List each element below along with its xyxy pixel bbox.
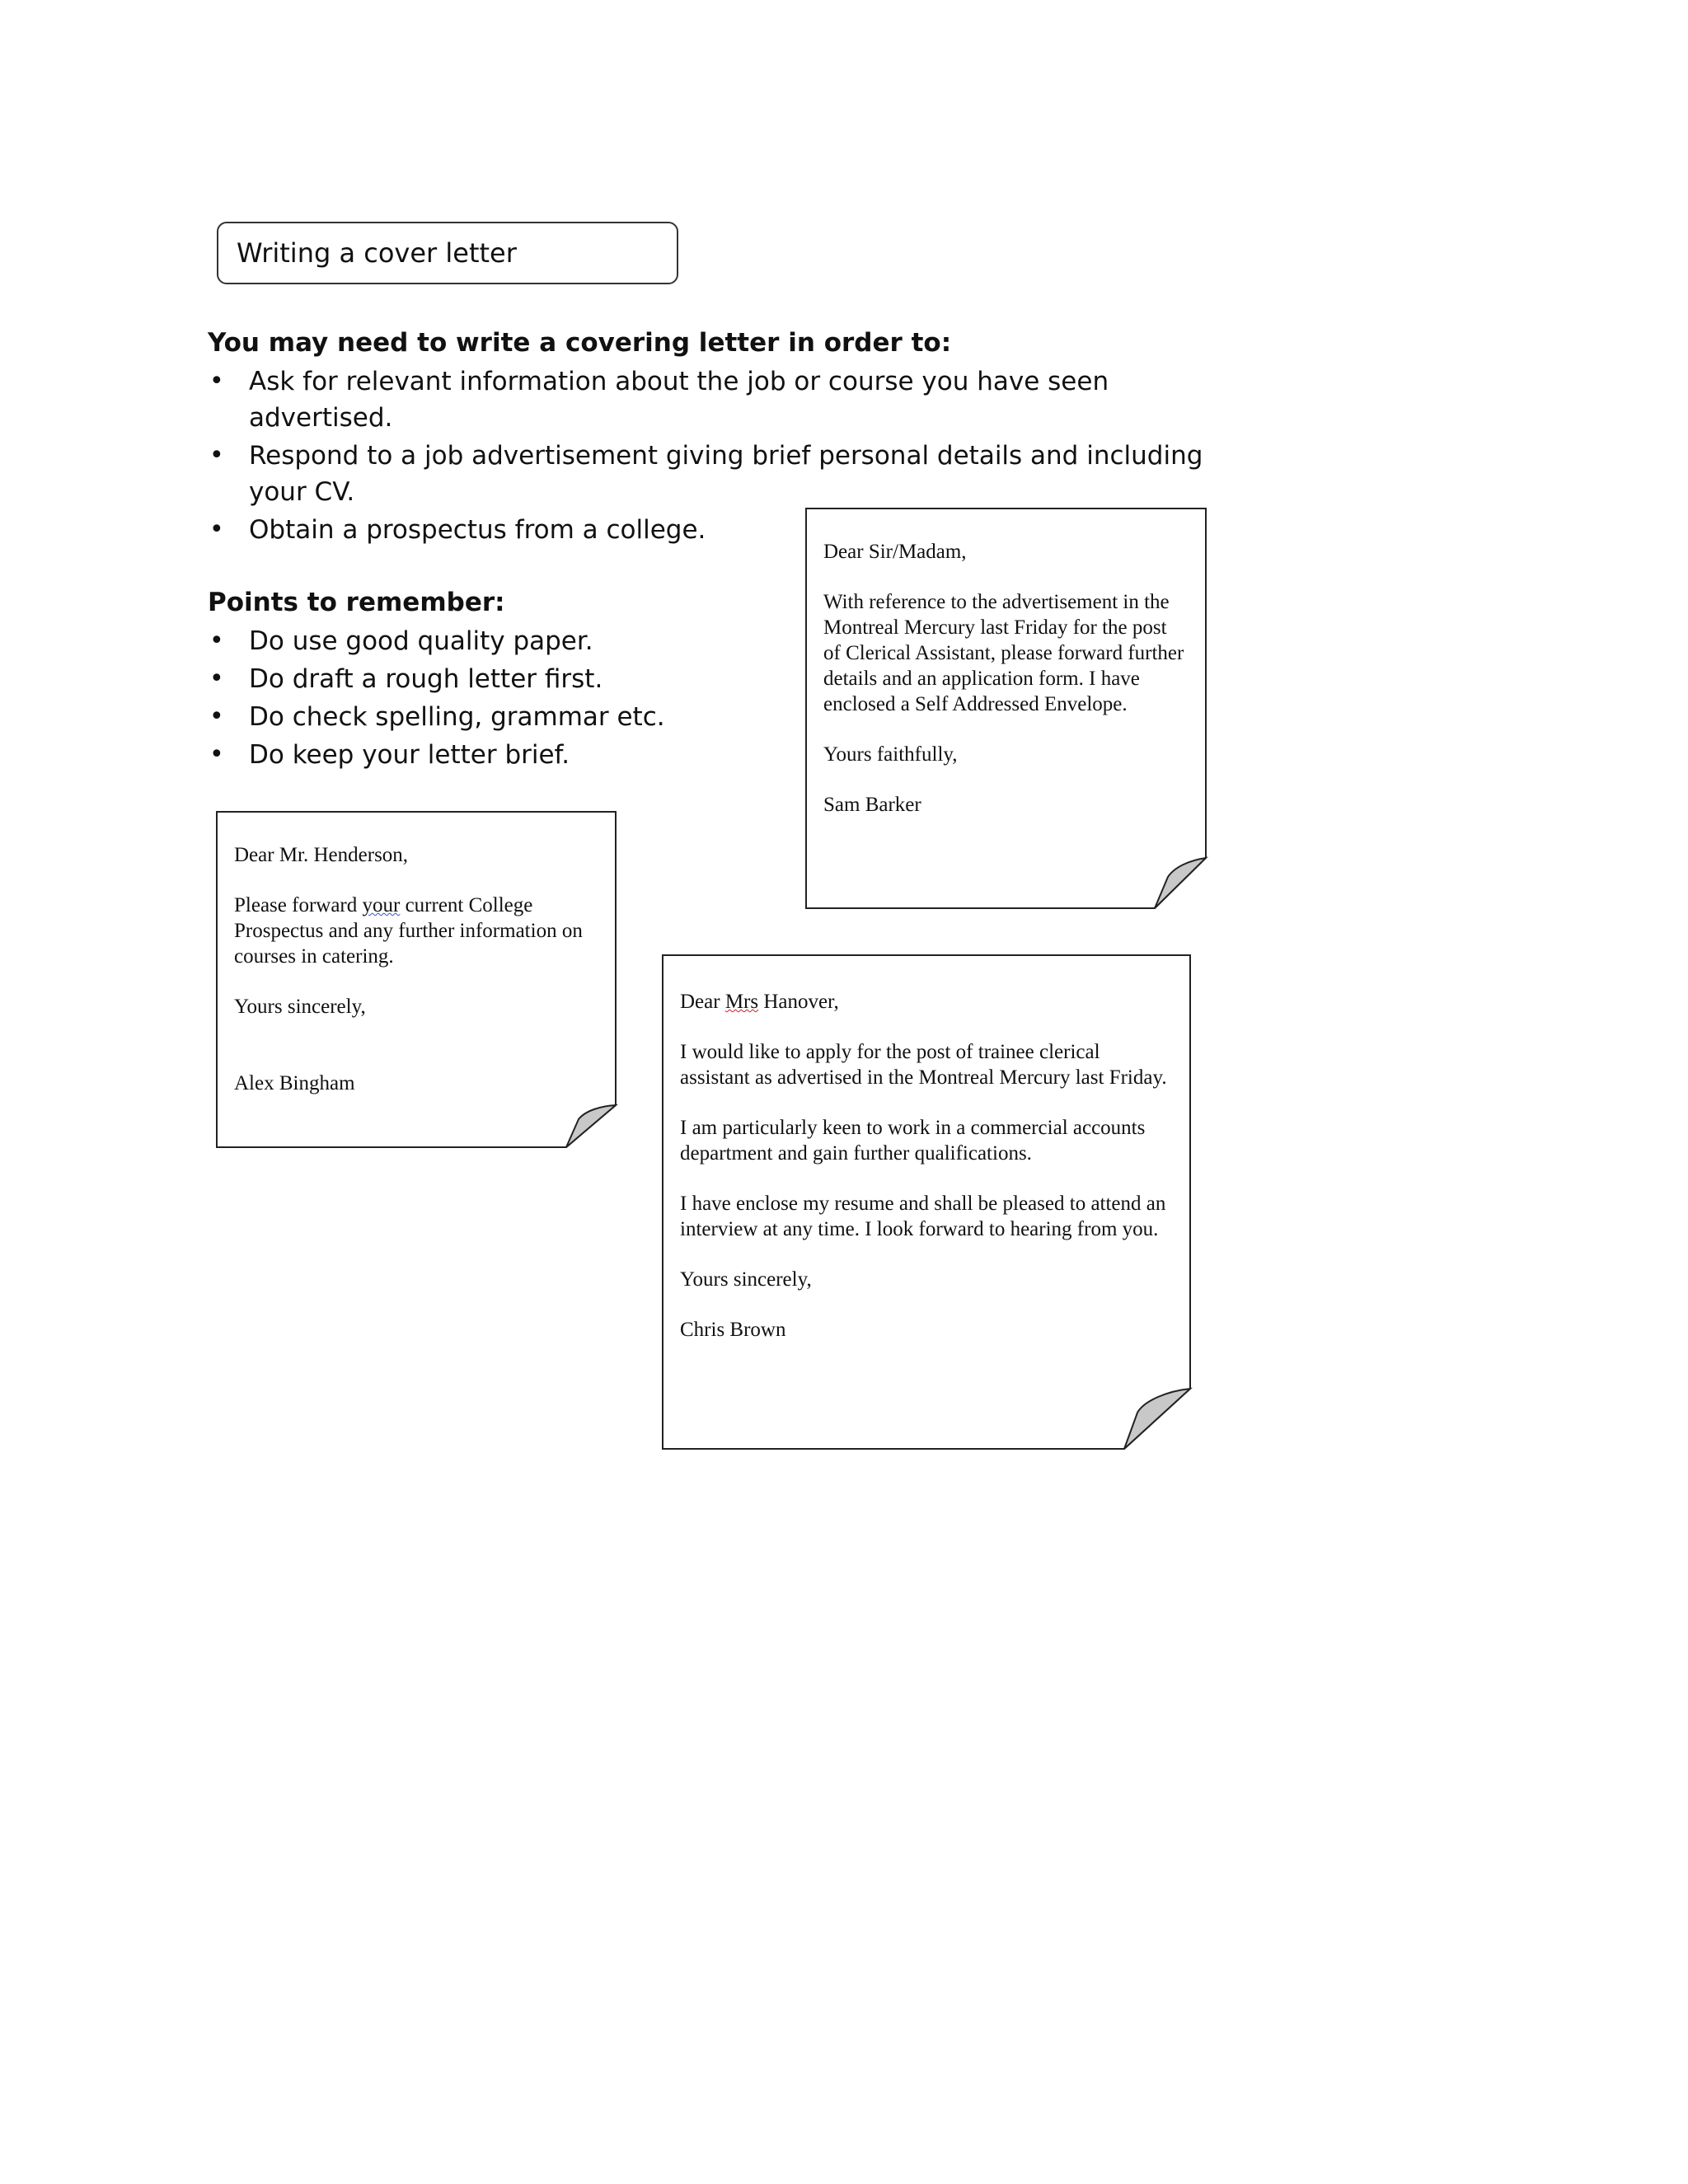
section-heading-points: Points to remember: [208, 588, 505, 617]
letter-paragraph: I would like to apply for the post of trainee clerical assistant as advertised in the Montreal Mercury last Friday. [680, 1041, 1167, 1089]
letter-signature: Chris Brown [680, 1319, 786, 1341]
bullet-icon: • [209, 626, 224, 655]
bullet-icon: • [209, 664, 224, 693]
section-heading-purpose: You may need to write a covering letter in order to: [208, 328, 952, 358]
bullet-icon: • [209, 740, 224, 769]
bullet-icon: • [209, 367, 224, 396]
letter-paragraph: I have enclose my resume and shall be pleased to attend an interview at any time. I look forward to hearing from you. [680, 1193, 1166, 1240]
bullet-icon: • [209, 441, 224, 470]
list-item: • Obtain a prospectus from a college. [208, 512, 1221, 548]
letter-signature: Sam Barker [823, 794, 921, 816]
letter-content [662, 954, 1191, 1367]
letter-salutation: Dear Mr. Henderson, [234, 844, 409, 866]
list-item: • Do draft a rough letter first. [208, 661, 867, 697]
points-list [208, 623, 867, 775]
page-title: Writing a cover letter [217, 222, 678, 284]
letter-closing: Yours faithfully, [823, 743, 958, 766]
letter-note-sam-barker [805, 508, 1207, 909]
bullet-icon: • [209, 702, 224, 731]
letter-content [216, 811, 617, 1121]
letter-salutation: Dear Mrs Hanover, [680, 991, 839, 1013]
letter-closing: Yours sincerely, [234, 996, 366, 1018]
list-item: • Ask for relevant information about the job or course you have seen advertised. [208, 363, 1221, 436]
letter-body: With reference to the advertisement in the Montreal Mercury last Friday for the post of Clerical Assistant, please forward further details and an application form. I have enclosed a Self Addressed Envelope. [823, 591, 1184, 715]
list-item: • Do use good quality paper. [208, 623, 867, 659]
letter-signature: Alex Bingham [234, 1072, 355, 1094]
letter-closing: Yours sincerely, [680, 1268, 812, 1291]
list-item: • Respond to a job advertisement giving brief personal details and including your CV. [208, 438, 1221, 510]
letter-content [805, 508, 1207, 842]
letter-note-chris-brown [662, 954, 1191, 1450]
letter-paragraph: I am particularly keen to work in a commercial accounts department and gain further qualifications. [680, 1117, 1146, 1165]
letter-note-alex-bingham [216, 811, 617, 1148]
spellcheck-flagged-word: your [362, 894, 401, 916]
letter-salutation: Dear Sir/Madam, [823, 541, 967, 563]
letter-body: Please forward your current College Prospectus and any further information on courses in catering. [234, 894, 583, 968]
list-item: • Do keep your letter brief. [208, 737, 867, 773]
list-item: • Do check spelling, grammar etc. [208, 699, 867, 735]
bullet-icon: • [209, 515, 224, 544]
spellcheck-flagged-word: Mrs [724, 991, 759, 1013]
